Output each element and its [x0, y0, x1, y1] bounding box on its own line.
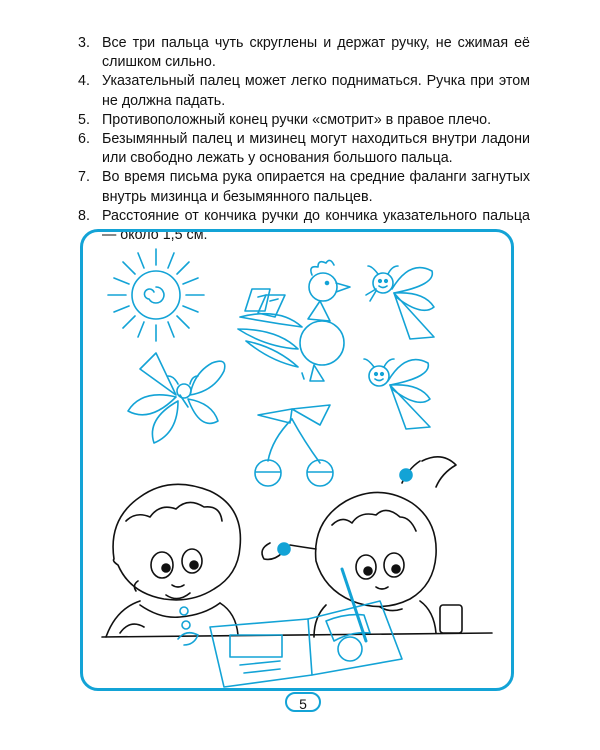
boy-drawing [106, 484, 240, 637]
rooster-drawing [238, 260, 350, 381]
fly-drawing [364, 359, 430, 429]
bow-drawing [422, 457, 456, 487]
illustration [80, 229, 514, 691]
hair-tie [400, 469, 412, 481]
hair-tie [278, 543, 290, 555]
open-book-drawing [210, 601, 402, 687]
instruction-item: 4. Указательный палец может легко подниматься. Ручка при этом не должна падать. [78, 73, 530, 109]
sun-drawing [108, 249, 204, 341]
instruction-item: 5. Противоположный конец ручки «смотрит» в правое плечо. [78, 111, 492, 128]
instruction-item: 3. Все три пальца чуть скруглены и держат ручку, не сжимая её слишком сильно. [78, 35, 530, 71]
instruction-list [78, 34, 530, 245]
instruction-item: 6. Безымянный палец и мизинец могут находиться внутри ладони или свободно лежать у основания большого пальца. [78, 131, 530, 167]
fly-drawing [366, 266, 434, 339]
eraser-drawing [178, 633, 198, 645]
instruction-item: 8. Расстояние от кончика ручки до кончика указательного пальца — около 1,5 см. [78, 207, 530, 244]
cherries-drawing [255, 405, 333, 486]
butterfly-drawing [128, 353, 225, 443]
page-number: 5 [285, 692, 321, 712]
instruction-item: 7. Во время письма рука опирается на средние фаланги загнутых внутрь мизинца и безымянного пальцев. [78, 169, 530, 205]
